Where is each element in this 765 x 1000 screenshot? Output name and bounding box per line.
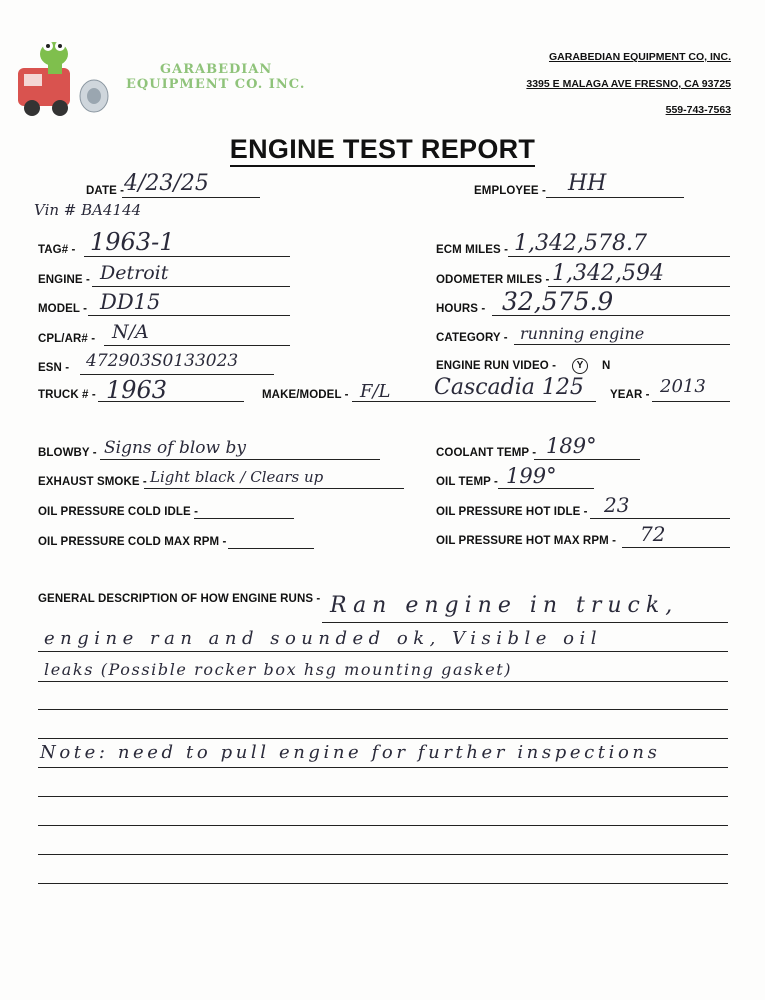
tag-line <box>84 256 290 257</box>
exhaust-smoke-label: EXHAUST SMOKE - <box>38 476 147 488</box>
employee-line <box>546 197 684 198</box>
description-line-6 <box>38 767 728 768</box>
esn-label: ESN - <box>38 362 70 374</box>
brand-line1: GARABEDIAN <box>160 62 273 77</box>
description-text-3[interactable]: leaks (Possible rocker box hsg mounting gasket) <box>44 660 513 679</box>
company-logo <box>14 32 114 120</box>
oil-pressure-hot-max-rpm-value[interactable]: 72 <box>640 522 666 546</box>
truck-value[interactable]: 1963 <box>106 376 168 404</box>
company-phone: 559-743-7563 <box>665 104 731 116</box>
oil-pressure-hot-idle-label: OIL PRESSURE HOT IDLE - <box>436 506 588 518</box>
ecm-miles-value[interactable]: 1,342,578.7 <box>514 231 647 256</box>
oil-pressure-cold-max-rpm-label: OIL PRESSURE COLD MAX RPM - <box>38 536 227 548</box>
make-model-label: MAKE/MODEL - <box>262 389 349 401</box>
hours-value[interactable]: 32,575.9 <box>502 287 614 316</box>
odometer-miles-label: ODOMETER MILES - <box>436 274 550 286</box>
cpl-ar-label: CPL/AR# - <box>38 333 96 345</box>
employee-label: EMPLOYEE - <box>474 185 546 197</box>
date-label: DATE - <box>86 185 125 197</box>
cpl-ar-line <box>104 345 290 346</box>
oil-temp-value[interactable]: 199° <box>506 464 557 488</box>
oil-temp-label: OIL TEMP - <box>436 476 498 488</box>
description-line-8 <box>38 825 728 826</box>
company-address: 3395 E MALAGA AVE FRESNO, CA 93725 <box>526 78 731 90</box>
video-yes-option[interactable]: Y <box>572 358 588 374</box>
hours-label: HOURS - <box>436 303 486 315</box>
engine-label: ENGINE - <box>38 274 90 286</box>
coolant-temp-line <box>534 459 640 460</box>
description-line-1 <box>322 622 728 623</box>
year-label: YEAR - <box>610 389 650 401</box>
description-line-7 <box>38 796 728 797</box>
model-line <box>88 315 290 316</box>
engine-line <box>92 286 290 287</box>
cpl-ar-value[interactable]: N/A <box>112 321 149 343</box>
model-label: MODEL - <box>38 303 88 315</box>
brand-line2: EQUIPMENT CO. INC. <box>126 77 306 92</box>
general-description-label: GENERAL DESCRIPTION OF HOW ENGINE RUNS - <box>38 593 321 605</box>
blowby-value[interactable]: Signs of blow by <box>104 438 246 458</box>
oil-pressure-hot-max-rpm-line <box>622 547 730 548</box>
date-line <box>122 197 260 198</box>
tag-label: TAG# - <box>38 244 76 256</box>
category-label: CATEGORY - <box>436 332 508 344</box>
oil-pressure-hot-idle-line <box>590 518 730 519</box>
vin-note: Vin # BA4144 <box>34 201 142 219</box>
description-text-2[interactable]: engine ran and sounded ok, Visible oil <box>44 628 603 649</box>
tag-value[interactable]: 1963-1 <box>90 228 175 256</box>
exhaust-smoke-line <box>144 488 404 489</box>
engine-value[interactable]: Detroit <box>100 262 169 284</box>
company-name: GARABEDIAN EQUIPMENT CO, INC. <box>548 51 731 63</box>
blowby-line <box>100 459 380 460</box>
employee-value[interactable]: HH <box>568 171 607 196</box>
year-line <box>652 401 730 402</box>
oil-pressure-cold-max-rpm-line <box>228 548 314 549</box>
oil-pressure-hot-max-rpm-label: OIL PRESSURE HOT MAX RPM - <box>436 535 617 547</box>
description-line-2 <box>38 651 728 652</box>
make-model-value[interactable]: Cascadia 125 <box>434 375 584 400</box>
description-line-5 <box>38 738 728 739</box>
oil-pressure-cold-idle-label: OIL PRESSURE COLD IDLE - <box>38 506 199 518</box>
esn-line <box>80 374 274 375</box>
description-line-10 <box>38 883 728 884</box>
description-text-6[interactable]: Note: need to pull engine for further inspections <box>40 742 661 763</box>
oil-temp-line <box>498 488 594 489</box>
description-line-9 <box>38 854 728 855</box>
ecm-miles-line <box>508 256 730 257</box>
coolant-temp-value[interactable]: 189° <box>546 434 597 458</box>
blowby-label: BLOWBY - <box>38 447 97 459</box>
year-value[interactable]: 2013 <box>660 376 706 397</box>
description-line-4 <box>38 709 728 710</box>
description-line-3 <box>38 681 728 682</box>
video-no-option[interactable]: N <box>602 360 611 372</box>
esn-value[interactable]: 472903S0133023 <box>86 351 239 371</box>
ecm-miles-label: ECM MILES - <box>436 244 509 256</box>
exhaust-smoke-value[interactable]: Light black / Clears up <box>150 468 324 486</box>
description-text-1[interactable]: Ran engine in truck, <box>330 593 679 618</box>
category-line <box>514 344 730 345</box>
coolant-temp-label: COOLANT TEMP - <box>436 447 537 459</box>
make-model-prefix: F/L <box>360 381 391 402</box>
page-title: ENGINE TEST REPORT <box>0 134 765 165</box>
truck-label: TRUCK # - <box>38 389 96 401</box>
oil-pressure-cold-idle-line <box>194 518 294 519</box>
category-value[interactable]: running engine <box>520 324 645 343</box>
oil-pressure-hot-idle-value[interactable]: 23 <box>604 493 630 517</box>
model-value[interactable]: DD15 <box>100 290 161 314</box>
odometer-miles-value[interactable]: 1,342,594 <box>552 261 664 286</box>
engine-run-video-label: ENGINE RUN VIDEO - <box>436 360 557 372</box>
date-value[interactable]: 4/23/25 <box>124 171 209 196</box>
